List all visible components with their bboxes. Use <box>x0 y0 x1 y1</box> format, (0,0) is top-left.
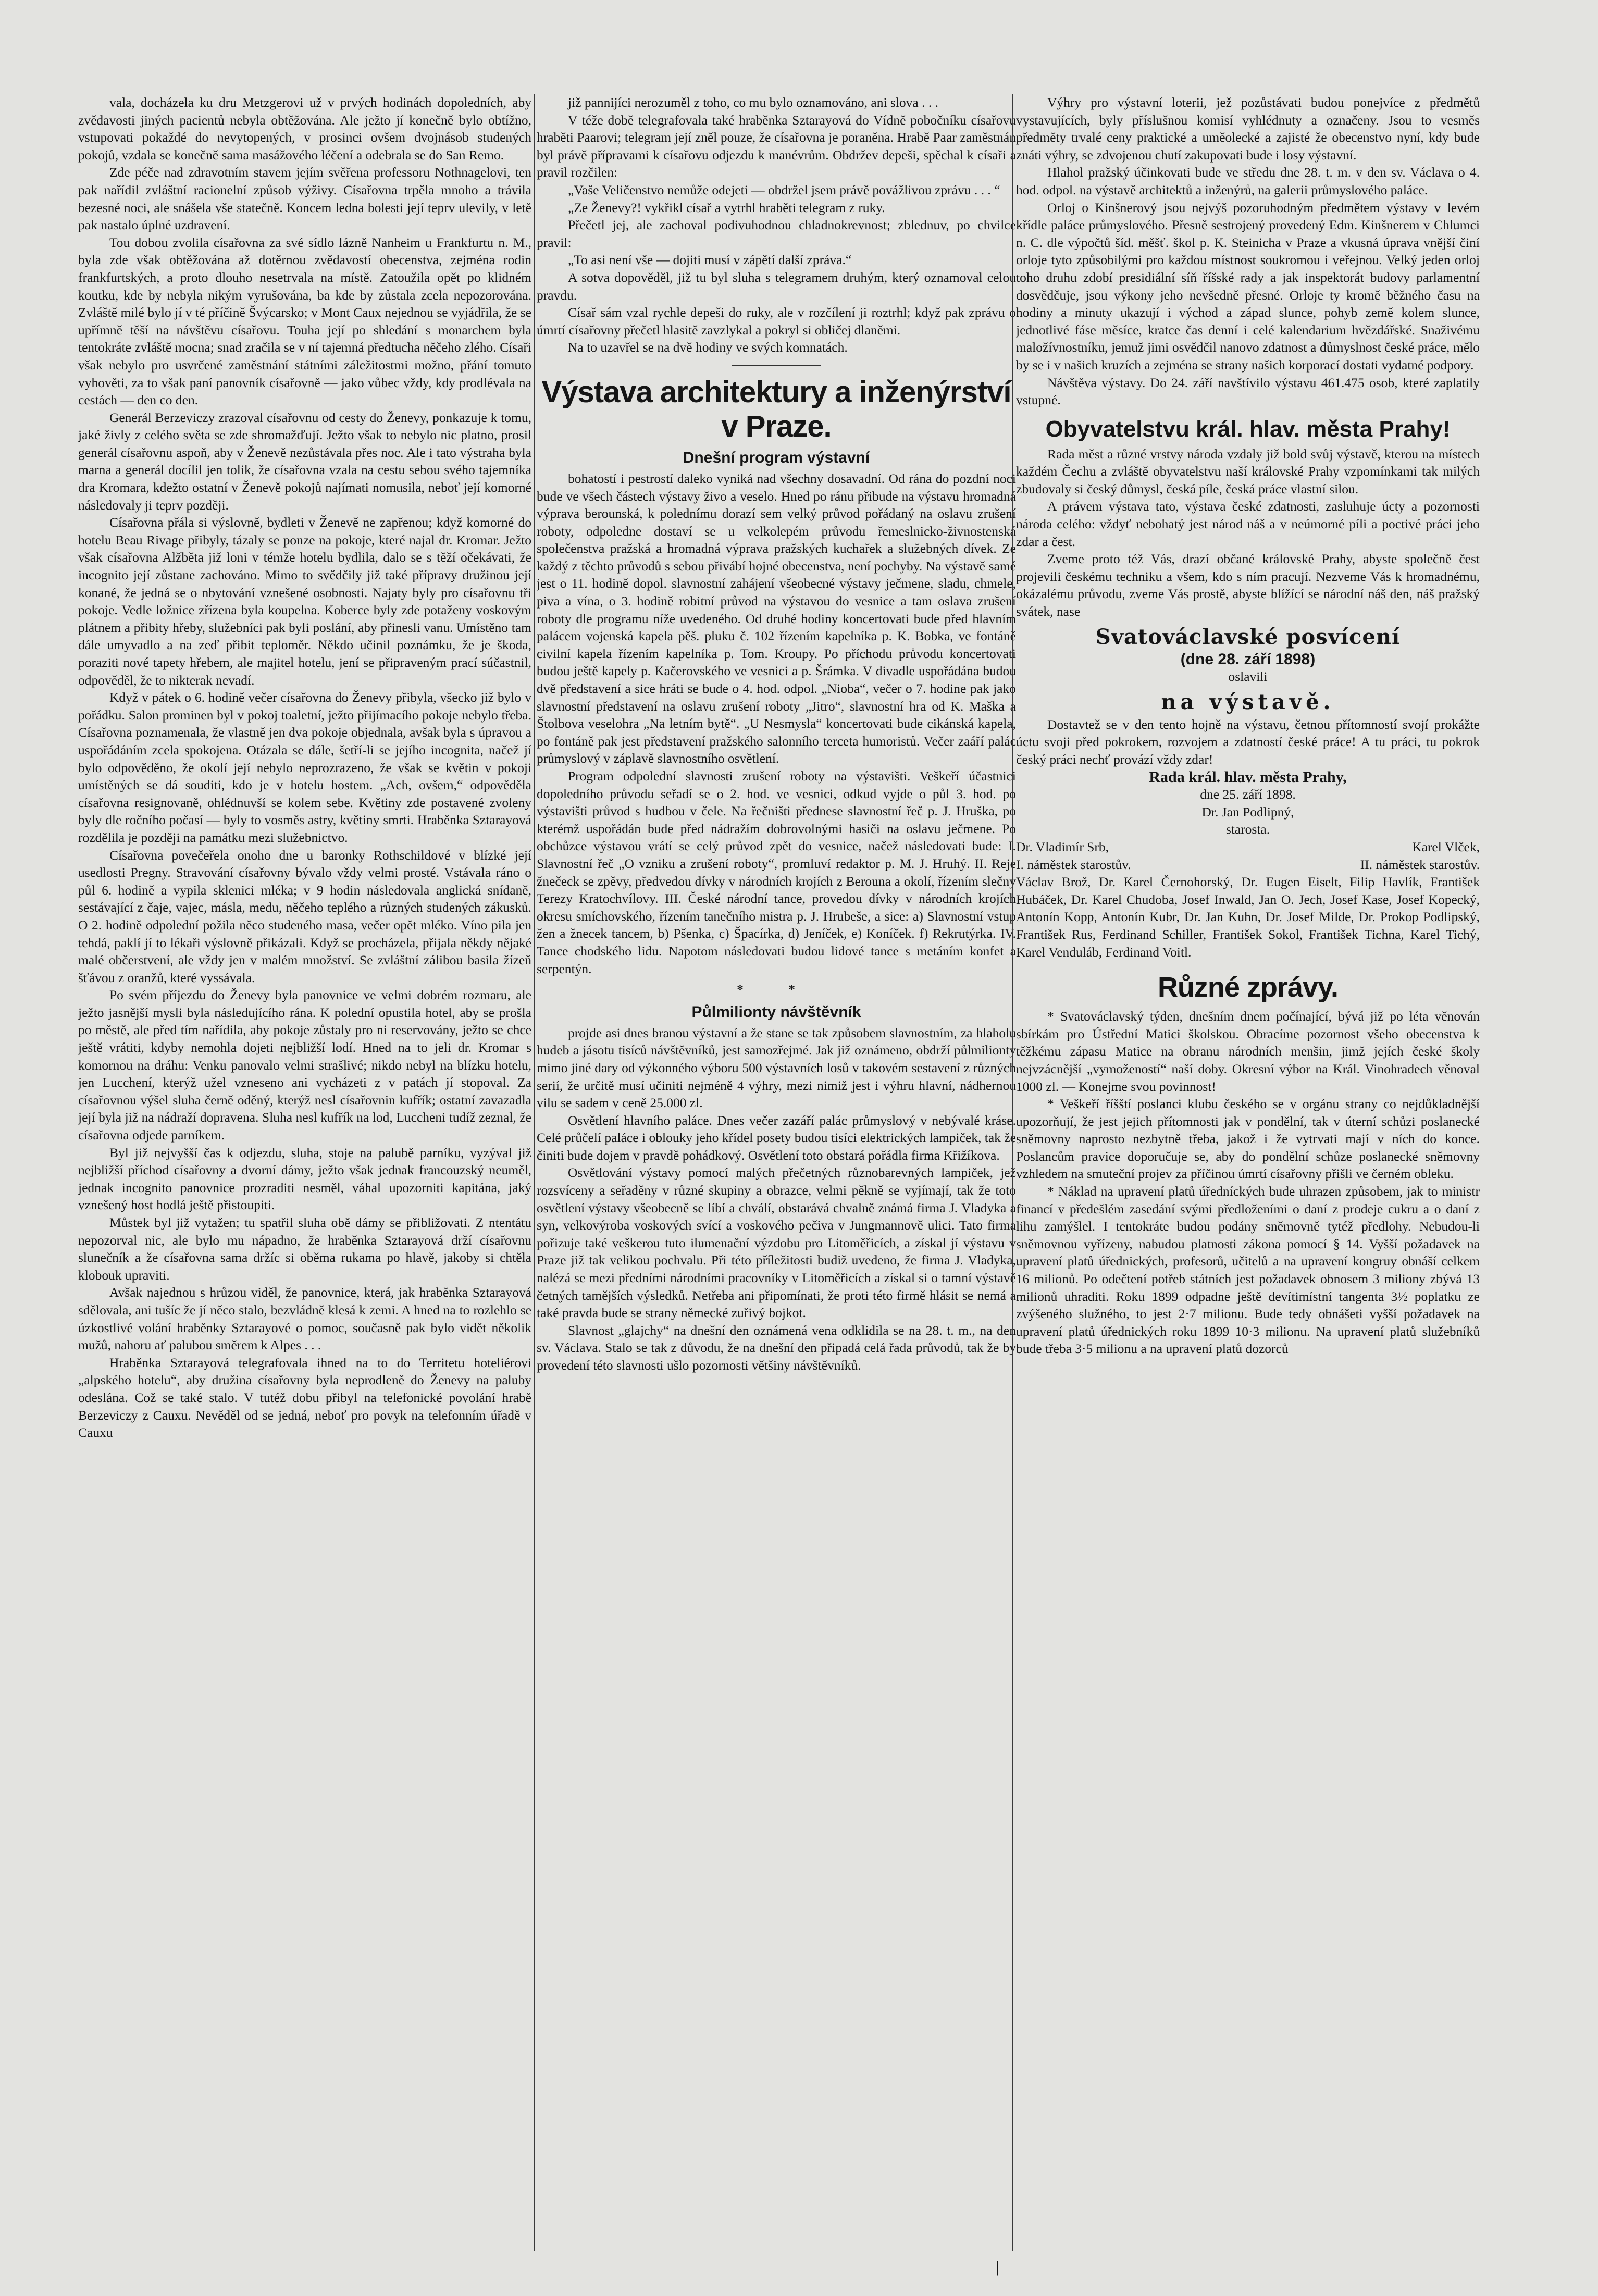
headline-appeal: Obyvatelstvu král. hlav. města Prahy! <box>1045 416 1451 442</box>
signature-deputy-titles <box>1016 856 1480 874</box>
appeal-paragraph: Dostavtež se v den tento hojně na výstavu, četnou přítomností svojí prokážte úctu svoji před pokrokem, rozvojem a zdatností české práce! A tu práci, tu pokrok český práci nechť provází vždy zdar! <box>1016 716 1480 767</box>
signature-deputy-1-title: I. náměstek starostův. <box>1016 857 1131 872</box>
news-paragraph: * Veškeří říšští poslanci klubu českého se v orgánu strany co nejdůkladnější upozorňují, že jest jejich přítomnosti jak v pondělní, tak v úterní schůzi poslanecké sněmovny naprosto nezbytně třeba, jakož i že vytrvati mají v ních do konce. Poslancům pravice doporučuje se, aby do pondělní schůze poslanecké sněmovny vzhledem na smuteční projev za příčinou úmrtí císařovny přišli ve černém obleku. <box>1016 1096 1480 1182</box>
note-paragraph: Návštěva výstavy. Do 24. září navštívilo výstavu 461.475 osob, které zaplatily vstupné. <box>1016 375 1480 408</box>
program-paragraph: bohatostí i pestrostí daleko vyniká nad všechny dosavadní. Od rána do pozdní noci bude ve všech částech výstavy živo a veselo. Hned po ránu přibude na výstavu hromadná výprava berounská, k polednímu dorazí sem velký průvod pořádaný na oslavu zrušení roboty, odpoledne dostaví se u velkolepém průvodu řemeslnicko-živnostenská společenstva pražská a hromadná výprava pražských kuchařek a služebných dívek. Ze každý z těchto průvodů s sebou přivábí hojné obecenstva, není pochyby. Na výstavě samé jest o 11. hodině dopol. slavnostní zahájení všeobecné výstavy ječmene, sladu, chmele, piva a vína, o 3. hodině robitní průvod na výstavou do vesnice a tam oslava zrušení roboty dle programu níže uvedeného. Od druhé hodiny koncertovati bude před hlavním palácem vojenská kapela pěš. pluku č. 102 řízením kapelníka p. K. Bobka, ve fontáně civilní kapela řízením kapelníka p. Tom. Kroupy. Po příchodu průvodu koncertovati budou ještě kapely p. Kačerovského ve vesnici a p. Šrámka. V divadle uspořádána budou dvě představení a sice hráti se bude o 4. hod. odpol. „Nioba“, večer o 7. hodine pak jako slavnostní představení na oslavu zrušení roboty „Jitro“, slavnostní hra od K. Maška a Štolbova veselohra „Na letním bytě“. „U Nesmysla“ koncertovati bude cikánská kapela, po fontáně pak jest představení pražského salonního terceta humoristů. Večer zaáří palác průmyslový v záplavě slavnostního osvětlení. <box>537 470 1016 766</box>
column-middle <box>537 94 1016 2245</box>
article-paragraph: Když v pátek o 6. hodině večer císařovna do Ženevy přibyla, všecko již bylo v pořádku. Salon prominen byl v pokoj toaletní, ježto přijímacího pokoje nebylo třeba. Císařovna poznamenala, že vlastně jen dva pokoje objednala, avšak byla s úpravou a uspořádáním zcela spokojena. Otázala se dále, šetří-li se jejího incognita, načež jí bylo odpověděno, že okolí její nebylo neprozrazeno, že však se květin v pokoji umístěných se dá souditi, kdo je v hotelu hostem. „Ach, ovšem,“ odpověděla císařovna resignovaně, ohlédnuvší se kolem sebe. Květiny zde postavené zvoleny byly dle ročního počasí — byly to vosměs astry, květiny smrti. Hraběnka Sztarayová rozdělila je později na památku mezi služebnictvo. <box>78 690 531 845</box>
subhead-program: Dnešní program výstavní <box>683 449 870 466</box>
article-paragraph: Císařovna povečeřela onoho dne u baronky Rothschildové v blízké její usedlosti Pregny. Stravování císařovny bývalo vždy velmi prosté. Vstávala ráno o půl 6. hodině a vypila sklenici mléka; v 9 hodin následovala anglická snídaně, sestávající z čaje, vajec, másla, medu, něčeho teplého a různých studených zákusků. O 2. hodině odpolední požila něco studeného masa, večer opět mléko. Víno pila jen tehdá, paklí jí to lékaři výslovně přikázali. Když se procházela, přijala někdy nějaké malé občerstvení, ale vždy jen v malém množství. Se zvláštní zálibou basila žízeň šťávou z oranžů, které vyssávala. <box>78 847 531 985</box>
note-paragraph: Výhry pro výstavní loterii, jež pozůstávati budou ponejvíce z předmětů vystavujících, byly příslušnou komisí vyhlédnuty a označeny. Jsou to vesměs předměty trvalé ceny praktické a uměolecké a zajisté že obecenstvo nyní, kdy bude znáti výhry, se zdvojenou chutí zakupovati bude i losy výstavní. <box>1016 95 1480 163</box>
note-paragraph: Hlahol pražský účinkovati bude ve středu dne 28. t. m. v den sv. Václava o 4. hod. odpol. na výstavě architektů a inženýrů, na galerii průmyslového paláce. <box>1016 165 1480 197</box>
article-paragraph: Tou dobou zvolila císařovna za své sídlo lázně Nanheim u Frankfurtu n. M., byla zde však obtěžována až dotěrnou zvědavostí obecenstva, zejména rodin frankfurtských, a proto dlouho nesetrvala na místě. Zatoužila opět po klidném koutku, kde by nebyla nikým vyrušována, ba kde by zůstala zcela nepozorována. Zvláště milé bylo jí v té příčině Švýcarsko; v Mont Caux nejednou se vyjádřila, že se upřímně těší na návštěvu císařovu. Touha její po shledání s monarchem byla tentokráte zvláště mocna; snad zračila se v ní tajemná předtucha něčeho zlého. Císaři však nebylo pro usvrčené zaměstnání státními záležitostmi možno, přání tomuto vyhověti, za to však paní panovník císařovně — jako vůbec vždy, kdy prodlévala na cestách — den co den. <box>78 234 531 408</box>
article-paragraph: Císařovna přála si výslovně, bydleti v Ženevě ne zapřenou; když komorné do hotelu Beau Rivage přibyly, tázaly se ponze na pokoje, které najal dr. Kromar. Ježto však císařovna Alžběta již loni v témže hotelu bydlila, dalo se s těží očekávati, že incognito její zůstane zachováno. Mimo to svědčily již také přípravy družinou její konané, že jedná se o nbytování vznešené osobnosti. Najaty byly pro císařovnu tři pokoje. Vedle ložnice zřízena byla koupelna. Koberce byly zde potaženy voskovým plátnem a přibity hřeby, služebníci pak byli poslání, aby přinesli vanu. Umístěno tam dále umyvadlo a na zeď přibit teploměr. Někdo učinil poznámku, že je škoda, poraziti nové tapety hřebem, ale majitel hotelu, jení se připraveným prací súčastnil, odpověděl, že to nikterak nevadí. <box>78 515 531 688</box>
page-edge-mark: | <box>995 2258 1000 2276</box>
article-paragraph: „To asi není vše — dojiti musí v zápětí další zpráva.“ <box>568 252 852 268</box>
article-paragraph: Císař sám vzal rychle depeši do ruky, ale v rozčílení ji roztrhl; když pak zprávu o úmrtí císařovny přečetl hlasitě zavzlykal a pokryl si obličej dlaněmi. <box>537 305 1016 338</box>
event-line-2: na výstavě. <box>1161 689 1335 714</box>
news-paragraph: * Náklad na upravení platů úředníckých bude uhrazen způsobem, jak to ministr financí v předešlém zasedání svými předloženími o daní z prodeje cukru a o daní z lihu zamýšlel. I tentokráte budou podány sněmovně tytéž předlohy. Nebudou-li sněmovnou vyřízeny, nabudou platnosti zákona pomocí § 14. Vyšší požadavek na upravení platů úřednických, profesorů, učitelů a na upravení kongruy obnáší celkem 16 milionů. Po odečtení potřeb státních jest požadavek obnosem 3 miliony zbývá 13 milionů uhraditi. Roku 1899 odpadne ještě devítimístní tangenta 3½ poplatku ze zvýšeného služného, to jest 2·7 milionu. Bude tedy obnášeti vyšší požadavek na upravení platů úřednických roku 1899 10·3 milionu. Na upravení platů služebníků bude třeba 3·5 milionu a na upravení platů dozorců <box>1016 1184 1480 1357</box>
article-paragraph: Hraběnka Sztarayová telegrafovala ihned na to do Territetu hoteliérovi „alpského hotelu“, aby družina císařovny byla neprodleně do Ženevy na paluby odeslána. Což se také stalo. V tutéž dobu přibyl na telefonické povolání hrabě Berzeviczy z Cauxu. Nevěděl od se jedná, neboť pro povyk na telefonním úřadě v Cauxu <box>78 1355 531 1441</box>
report-paragraph: projde asi dnes branou výstavní a že stane se tak způsobem slavnostním, za hlaholu hudeb a jásotu tisíců návštěvníků, jest samozřejmé. Jak již oznámeno, obdrží půlmilionty mimo jiné dary od výkonného výboru 500 výstavních losů v takovém sestavení z různých serií, že určitě musí učiniti nejméně 4 výhry, mezi nimiž jest i výhru hlavní, nádhernou vilu se sadem v ceně 25.000 zl. <box>537 1025 1016 1111</box>
signature-deputy-2-title: II. náměstek starostův. <box>1360 857 1480 872</box>
appeal-paragraph: Rada měst a různé vrstvy národa vzdaly již bold svůj výstavě, kterou na místech každém Čechu a zvláště obyvatelstvu naší královské Prahy vzpomínkami tak milých zbudovaly si český důmysl, česká píle, česká práce vlastní silou. <box>1016 446 1480 497</box>
article-paragraph: „Vaše Veličenstvo nemůže odejeti — obdržel jsem právě povážlivou zprávu . . . “ <box>568 182 1000 197</box>
article-paragraph: Avšak najednou s hrůzou viděl, že panovnice, která, jak hraběnka Sztarayová sdělovala, ani tušíc že jí něco stalo, bezvládně klesá k zemi. A hned na to rozlehlo se úzkostlivé volání hraběnky Sztarayové o pomoc, současně pak bylo vidět několik mužů, nahoru ať palubou směrem k Alpes . . . <box>78 1285 531 1353</box>
event-line-1: oslavili <box>1228 669 1268 685</box>
appeal-text <box>1016 445 1480 620</box>
column-divider <box>1012 94 1013 2251</box>
report-paragraph: Slavnost „glajchy“ na dnešní den oznámená vena odklidila se na 28. t. m., na den sv. Václava. Stalo se tak z důvodu, že na dnešní den připadá celá řada průvodů, tak že by provedení této slavnosti ušlo pozornosti většiny návštěvníků. <box>537 1322 1016 1373</box>
section-divider <box>732 365 821 366</box>
signature-members: Václav Brož, Dr. Karel Černohorský, Dr. Eugen Eiselt, Filip Havlík, František Hubáček, Dr. Karel Chudoba, Josef Inwald, Jan O. Jech, Josef Kase, Josef Kopecký, Antonín Kopp, Antonín Kubr, Dr. Jan Kuhn, Dr. Josef Milde, Dr. Prokop Podlipský, František Rus, Ferdinand Schiller, František Sokol, František Tichna, Karel Tichý, Karel Venduláb, Ferdinand Voitl. <box>1016 874 1480 960</box>
article-paragraph: již pannijíci nerozuměl z toho, co mu bylo oznamováno, ani slova . . . <box>568 95 938 110</box>
article-continuation <box>537 94 1016 356</box>
signature-deputies <box>1016 838 1480 856</box>
event-date: (dne 28. září 1898) <box>1180 650 1316 668</box>
subhead-visitor: Půlmilionty návštěvník <box>691 1003 861 1021</box>
report-paragraph: Osvětlení hlavního paláce. Dnes večer zazáří palác průmyslový v nebývalé kráse. Celé průčelí paláce i oblouky jeho křídel posety budou tisíci elektrických lampiček, tak že činiti bude dojem v pravdě pohádkový. Osvětlení toto obstará pořádla firma Křižíkova. <box>537 1112 1016 1163</box>
news-items <box>1016 1008 1480 1358</box>
program-article <box>537 470 1016 977</box>
program-paragraph: Program odpolední slavnosti zrušení roboty na výstavišti. Veškeří účastnici dopoledního průvodu seřadí se o 2. hod. ve vesnici, odkud vyjde o půl 3. hod. po výstavišti průvod s hudbou v čele. Na řečništi přednese slavnostní řeč p. J. Hruška, po kterémž uspořádán bude před nádražím dobrovolnými hasiči na oslavu ječmene. Po obchůzce výstavou vrátí se celý průvod zpět do vesnice, načež následovati bude: I. Slavnostní řeč „O vzniku a zrušení roboty“, promluví redaktor p. M. J. Hruhý. II. Reje žnečeck se zpěvy, předvedou dívky v národních krojích z Berouna a okolí, řízením slečny Terezy Kratochvílovy. III. České národní tance, provedou dívky v národních krojích okresu smíchovského, řízením tanečního mistra p. J. Hrubeše, a sice: a) Slavnostní vstup žen a žnecek tancem, b) Pšenka, c) Špacírka, d) Jeníček, e) Koníček. f) Rekrutýrka. IV. Tance chodského lidu. Napotom následovati budou lidové tance s metáním konfet a serpentýn. <box>537 768 1016 976</box>
article-paragraph: Po svém příjezdu do Ženevy byla panovnice ve velmi dobrém rozmaru, ale ježto jasnější mysli byla následujícího rána. K polední opustila hotel, aby se prošla po městě, ale před tím nařídila, aby pokoje zůstaly pro ni reservovány, ježto se chce ještě vrátiti, kdyby nemohla dojeti nejbližší lodí. Hned na to jeli dr. Kromar s komornou na dráhu: Venku panovalo velmi strašlivé; nikdo nebyl na blízku hotelu, jen Lucchení, kterýž užel vzneseno ani vycházeti z v patách jí stopoval. Za císařovnou výšel sluha černě oděný, kterýž nesl císařovnin kufřík; ostatní zavazadla její byla již na nádraží dopravena. Sluha nesl kufřík na lod, Luccheni tudíž zeznal, že císařovna odjede parníkem. <box>78 987 531 1143</box>
article-paragraph: Přečetl jej, ale zachoval podivuhodnou chladnokrevnost; zblednuv, po chvilce pravil: <box>537 217 1016 250</box>
signature-org: Rada král. hlav. města Prahy, <box>1149 768 1347 786</box>
report-paragraph: Osvětlování výstavy pomocí malých přečetných různobarevných lampiček, jež rozsvíceny a seřaděny v různé skupiny a obrazce, velmi pěkně se vyjímají, tak že toto osvětlení výstavy všeobecně se líbí a chválí, obstarává chvalně známá firma J. Vladyka a syn, velkovýroba voskových svící a voskového pečiva v Jungmannově ulici. Tato firma pořizuje také veškerou tuto ilumenační výzdobu pro Litoměřicích, a získal jí výstavu v Praze již tak velikou pochvalu. Při této příležitosti budiž uvedeno, že firma J. Vladyka, nalézá se mezi předními národními pracovníky v Litoměřicích a získal si o tamní výstavě četných tamějších výsledků. Netřeba ani připomínati, že proti této firmě hlásit se nemá a také pravda bude se strany německé zuřivý bojkot. <box>537 1165 1016 1321</box>
headline-exhibition: Výstava architektury a inženýrství v Praze. <box>541 375 1011 443</box>
article-paragraph: A sotva dopověděl, již tu byl sluha s telegramem druhým, který oznamoval celou pravdu. <box>537 269 1016 303</box>
visitor-article <box>537 1024 1016 1374</box>
signature-date: dne 25. září 1898. <box>1200 787 1296 802</box>
news-paragraph: * Svatováclavský týden, dnešním dnem počínající, bývá již po léta věnován sbírkám pro Ústřední Matici školskou. Obracíme pozornost všeho obecenstva k těžkému zápasu Matice na obranu národních menšin, jimž jejích české školy nejvzácnější „vymožeností“ naší doby. Okresní výbor na Král. Vinohradech věnoval 1000 zl. — Konejme svou povinnost! <box>1016 1009 1480 1094</box>
signature-deputy-2: Karel Vlček, <box>1412 839 1480 854</box>
note-paragraph: Orloj o Kinšnerový jsou nejvýš pozoruhodným předmětem výstavy v levém křídle paláce průmyslového. Přesně sestrojený provedený Edm. Kinšnerem v Chlumci n. C. dle výpočtů šíd. měšť. škol p. K. Steinicha v Praze a vkusná úprava vnější činí orloje tyto způsobilými pro každou místnost soukromou i veřejnou. Velký jeden orloj toho druhu zdobí presidiální síň říšské rady a jak inspektorát budovy parlamentní dosvědčuje, jsou výkony jeho nevšedně přesné. Orloje ty kromě běžného času na hodiny a minuty ukazují i východ a západ slunce, pohyb země kolem slunce, jednotlivé fáse měsíce, kratce čas denní i celé kalendarium hvězdářské. Snaživému maložívnostníku, jemuž jimi osvědčil nanovo zdatnost a důmyslnost české práce, mělo by se i v našich kruzích a zejména se strany našich korporací dostati vydatné podpory. <box>1016 200 1480 373</box>
exhibition-notes <box>1016 94 1480 409</box>
article-paragraph: Generál Berzeviczy zrazoval císařovnu od cesty do Ženevy, ponkazuje k tomu, jaké živly z celého světa se zde shromažďují. Ježto však to nebylo nic platno, prosil generál císařovnu aspoň, aby v Ženevě nezůstávala přes noc. Ale i tato výstraha byla marna a generál docílil jen tolik, že císařovna vzala na cestu sebou svého tajemníka dra Kromara, kdežto ostatní v Ženevě pokojů najímati nomusila, neboť její komorné následovaly ji teprv později. <box>78 409 531 513</box>
signature-mayor: Dr. Jan Podlipný, <box>1201 804 1294 820</box>
article-paragraph: Zde péče nad zdravotním stavem jejím svěřena professoru Nothnagelovi, ten pak nařídil zvláštní racionelní způsob výživy. Císařovna trpěla mnoho a trávila bezesné noci, ale snášela vše statečně. Koncem ledna bolesti její teprv ulevily, v letě pak nastalo úplné uzdravení. <box>78 165 531 233</box>
article-paragraph: V téže době telegrafovala také hraběnka Sztarayová do Vídně pobočníku císařovu hraběti Paarovi; telegram její zněl pouze, že císařovna je poraněna. Hrabě Paar zaměstnán byl právě přípravami k císařovu odjezdu k manévrům. Obdržev depeši, spěchal k císaři a pravil rozčilen: <box>537 112 1016 180</box>
signature-deputy-1: Dr. Vladimír Srb, <box>1016 839 1109 854</box>
column-right <box>1016 94 1480 2245</box>
article-paragraph: Byl již nejvyšší čas k odjezdu, sluha, stoje na palubě parníku, vyzýval již nejbližší příchod císařovny a dvorní dámy, ježto však jednak francouzský neuměl, jednak incognito panovnice prozraditi nesměl, váhal upozorniti kapitána, jaký vznešený host hodlá ještě přistoupiti. <box>78 1145 531 1213</box>
separator-stars: * * <box>737 982 816 997</box>
article-paragraph: Na to uzavřel se na dvě hodiny ve svých komnatách. <box>568 340 848 355</box>
signature-mayor-title: starosta. <box>1225 822 1270 837</box>
column-left <box>78 94 531 2245</box>
column-divider <box>534 94 535 2251</box>
article-paragraph: „Ze Ženevy?! vykřikl císař a vytrhl hraběti telegram z ruky. <box>568 200 885 215</box>
event-title: Svatováclavské posvícení <box>1095 624 1401 649</box>
headline-news: Různé zprávy. <box>1157 972 1339 1003</box>
article-paragraph: vala, docházela ku dru Metzgerovi už v prvých hodinách dopoledních, aby zvědavosti jiných pacientů nebyla obtěžována. Ale ježto jí konečně bylo obtížno, vstupovati pokaždé do nevytopených, v prosinci ovšem dvojnásob studených pokojů, vzdala se konečně sama masážového léčení a odebrala se do San Remo. <box>78 95 531 163</box>
appeal-paragraph: A právem výstava tato, výstava české zdatnosti, zasluhuje úcty a pozornosti národa celého: vždyť nebohatý jest národ náš a v neúmorné píli a poctivé práci jeho zdar a čest. <box>1016 499 1480 549</box>
appeal-closing <box>1016 716 1480 768</box>
article-paragraph: Můstek byl již vytažen; tu spatřil sluha obě dámy se přibližovati. Z ntentátu nepozorval nic, ale bylo mu nápadno, že hraběnka Sztarayová drží císařovnu slunečník a že císařovna sama držíc si oběma rukama po hlavě, jakoby si chtěla klobouk upraviti. <box>78 1215 531 1283</box>
appeal-paragraph: Zveme proto též Vás, drazí občané královské Prahy, abyste společně čest projevili českému techniku a všem, kdo s ním pracují. Nezveme Vás k hromadnému, okázalému průvodu, zveme Vás prostě, abyste blížící se národní náš den, náš pražský svátek, nase <box>1016 551 1480 619</box>
